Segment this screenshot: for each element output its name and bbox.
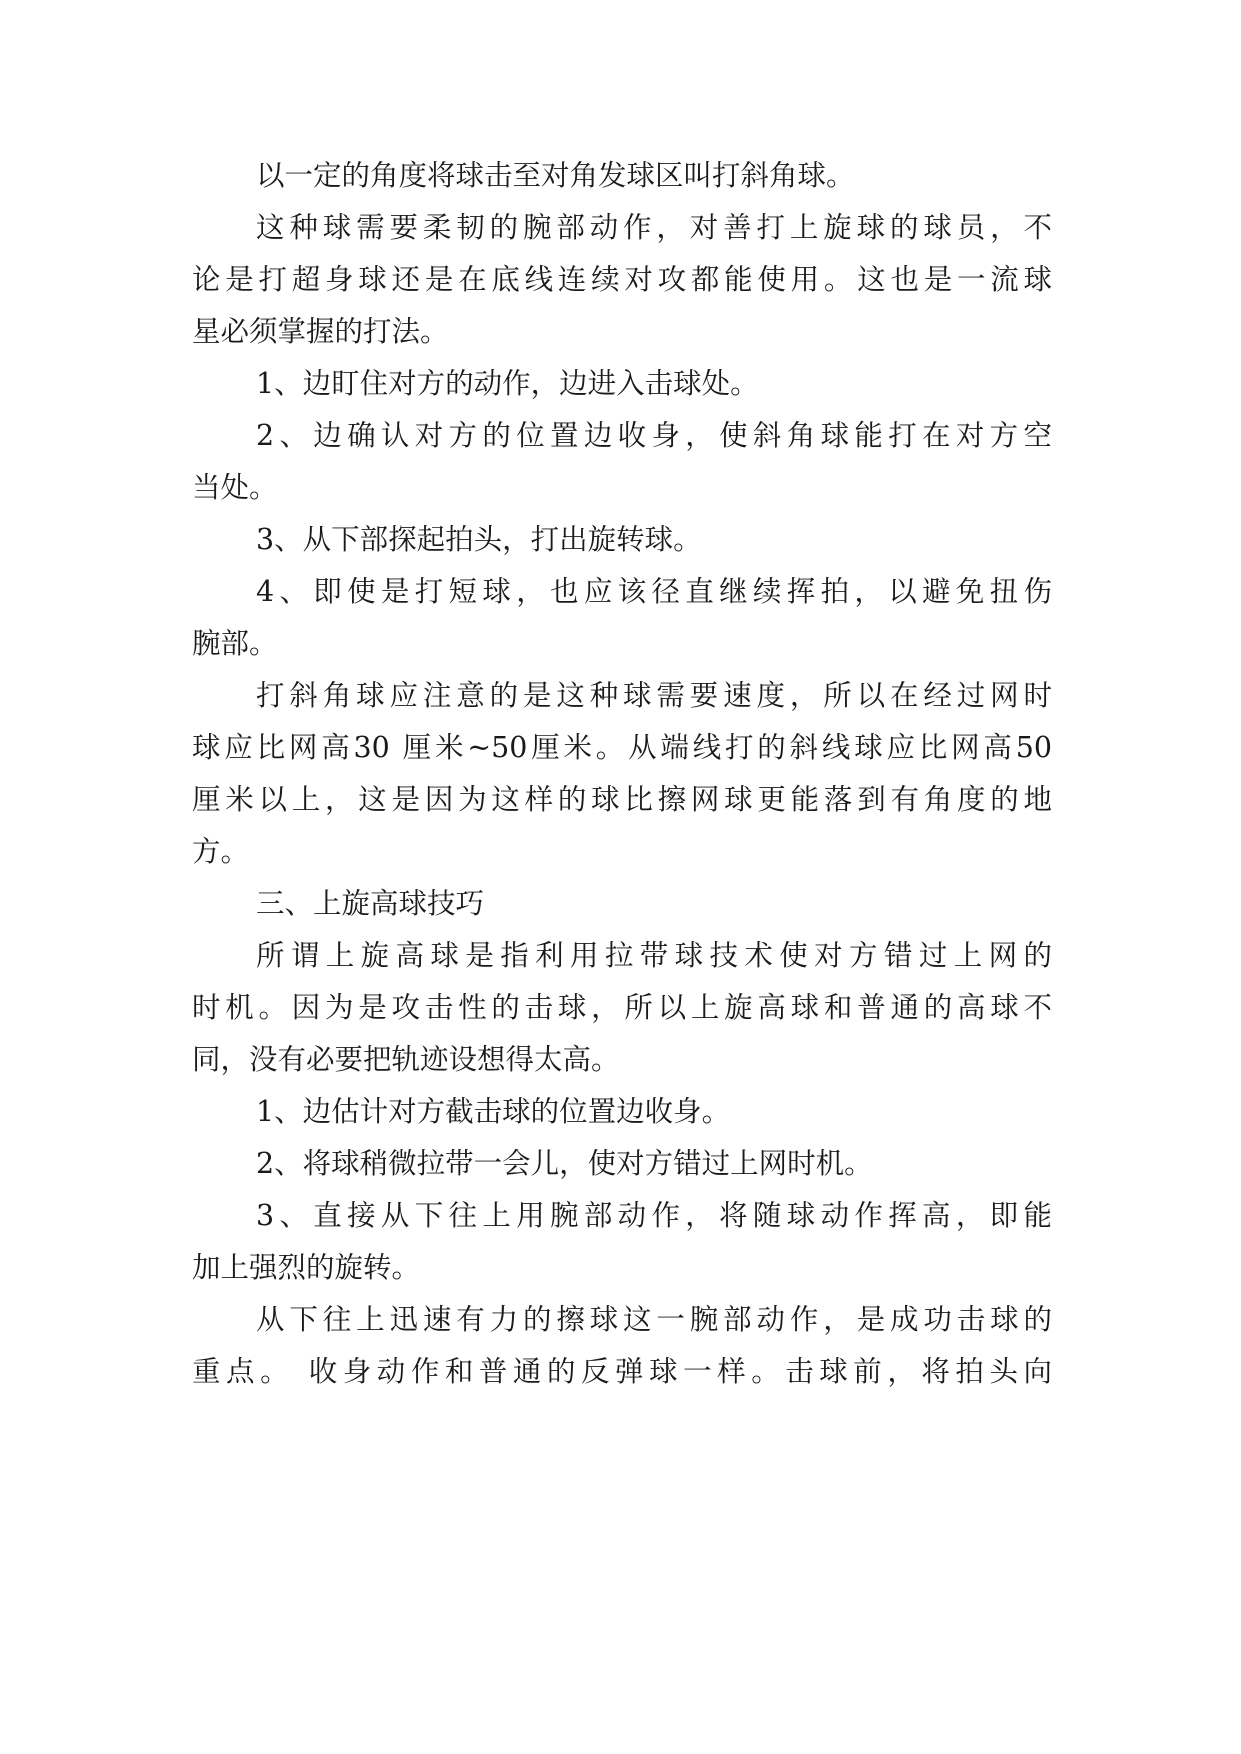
text-line: 同，没有必要把轨迹设想得太高。 (192, 1043, 620, 1076)
text-line: 2、边确认对方的位置边收身，使斜角球能打在对方空 (256, 419, 1052, 452)
text-line: 所谓上旋高球是指利用拉带球技术使对方错过上网的 (256, 939, 1052, 972)
text-line: 重点。 收身动作和普通的反弹球一样。击球前，将拍头向 (192, 1355, 1052, 1388)
text-line: 2、将球稍微拉带一会儿，使对方错过上网时机。 (256, 1147, 873, 1180)
text-line: 这种球需要柔韧的腕部动作，对善打上旋球的球员，不 (256, 211, 1052, 244)
section-heading: 三、上旋高球技巧 (256, 887, 485, 920)
text-line: 球应比网高30 厘米~50厘米。从端线打的斜线球应比网高50 (192, 731, 1052, 764)
text-line: 厘米以上，这是因为这样的球比擦网球更能落到有角度的地 (192, 783, 1052, 816)
text-line: 以一定的角度将球击至对角发球区叫打斜角球。 (256, 159, 855, 192)
text-line: 从下往上迅速有力的擦球这一腕部动作，是成功击球的 (256, 1303, 1052, 1336)
text-line: 1、边估计对方截击球的位置边收身。 (256, 1095, 731, 1128)
text-line: 当处。 (192, 471, 278, 504)
text-line: 1、边盯住对方的动作，边进入击球处。 (256, 367, 759, 400)
text-line: 论是打超身球还是在底线连续对攻都能使用。这也是一流球 (192, 263, 1052, 296)
text-line: 4、即使是打短球，也应该径直继续挥拍，以避免扭伤 (256, 575, 1052, 608)
text-line: 3、直接从下往上用腕部动作，将随球动作挥高，即能 (256, 1199, 1052, 1232)
text-line: 时机。因为是攻击性的击球，所以上旋高球和普通的高球不 (192, 991, 1052, 1024)
text-line: 打斜角球应注意的是这种球需要速度，所以在经过网时 (256, 679, 1052, 712)
text-line: 3、从下部探起拍头，打出旋转球。 (256, 523, 702, 556)
text-line: 星必须掌握的打法。 (192, 315, 449, 348)
text-line: 腕部。 (192, 627, 278, 660)
text-line: 加上强烈的旋转。 (192, 1251, 421, 1284)
text-line: 方。 (192, 835, 250, 868)
